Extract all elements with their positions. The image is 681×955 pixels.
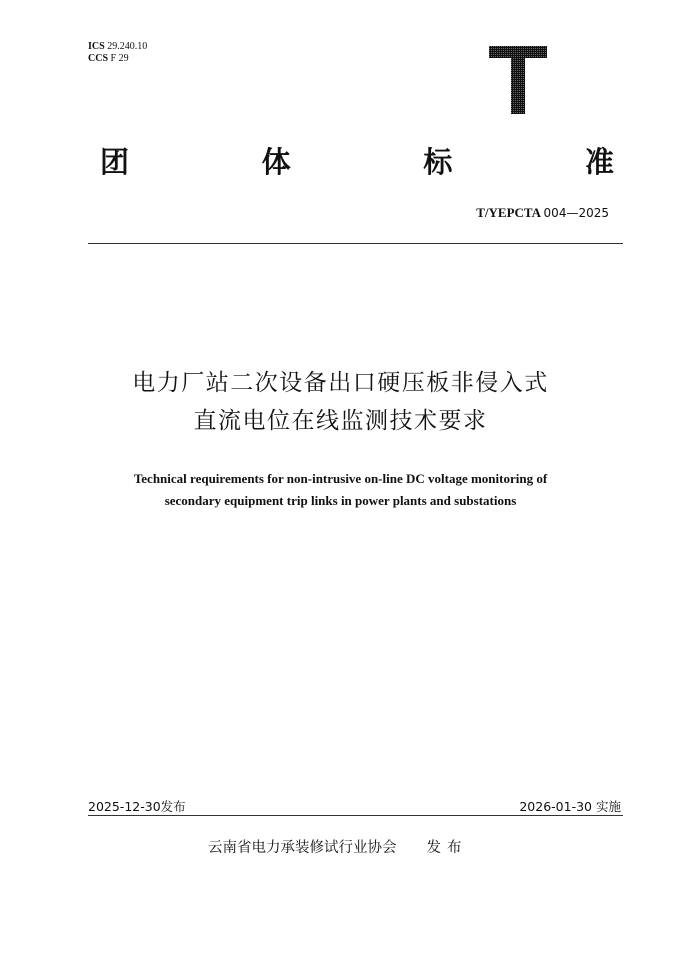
implementation-date (519, 797, 621, 815)
english-title-line: secondary equipment trip links in power plants and substations (164, 493, 517, 508)
standard-code: 004—2025 (543, 206, 609, 220)
chinese-title-line: 直流电位在线监测技术要求 (193, 408, 488, 434)
english-title (60, 468, 621, 512)
bottom-divider (88, 815, 623, 816)
ics-label: ICS (88, 41, 105, 52)
implementation-date-value: 2026-01-30 (519, 799, 592, 814)
issuer-name: 云南省电力承装修试行业协会 (208, 840, 397, 856)
classification-codes (88, 41, 147, 65)
issue-date-label: 发布 (160, 799, 186, 814)
standard-number (476, 205, 609, 221)
ccs-label: CCS (88, 53, 109, 64)
chinese-title (60, 364, 621, 440)
category-char: 准 (584, 144, 614, 179)
issue-date-value: 2025-12-30 (88, 799, 161, 814)
english-title-line: Technical requirements for non-intrusive on-line DC voltage monitoring of (133, 471, 548, 486)
issuing-organization (208, 836, 468, 857)
issuer-action: 发布 (426, 840, 468, 856)
standard-prefix: T/YEPCTA (476, 205, 541, 220)
document-category (100, 140, 614, 180)
ccs-line (88, 53, 147, 65)
category-char: 团 (100, 144, 130, 179)
implementation-date-label: 实施 (595, 799, 621, 814)
chinese-title-line: 电力厂站二次设备出口硬压板非侵入式 (132, 370, 549, 396)
category-char: 标 (423, 144, 453, 179)
category-char: 体 (261, 144, 291, 179)
top-divider (88, 243, 623, 244)
ccs-code: F 29 (110, 53, 129, 64)
ics-line (88, 41, 147, 53)
issue-date (88, 797, 186, 815)
standard-type-logo (489, 46, 547, 114)
ics-code: 29.240.10 (107, 41, 148, 52)
